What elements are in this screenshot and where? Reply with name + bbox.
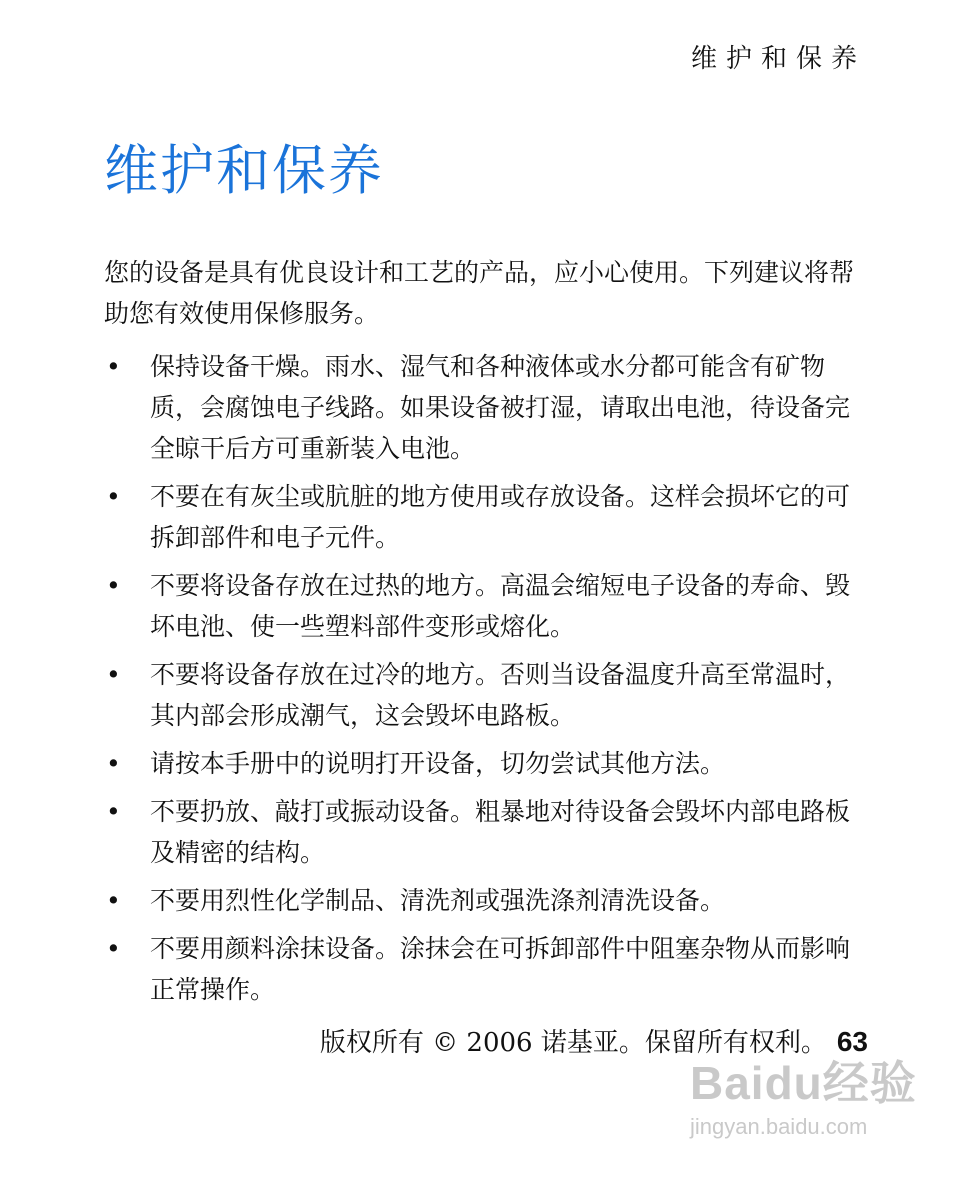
bullet-icon: • (106, 886, 121, 915)
bullet-icon: • (106, 660, 121, 689)
bullet-text: 保持设备干燥。雨水、湿气和各种液体或水分都可能含有矿物质，会腐蚀电子线路。如果设备被打湿，请取出电池，待设备完全晾干后方可重新装入电池。 (150, 352, 851, 463)
intro-paragraph: 您的设备是具有优良设计和工艺的产品，应小心使用。下列建议将帮助您有效使用保修服务。 (104, 258, 855, 328)
bullet-text: 不要用颜料涂抹设备。涂抹会在可拆卸部件中阻塞杂物从而影响正常操作。 (150, 934, 851, 1004)
bullet-item (104, 476, 864, 558)
bullet-text: 不要将设备存放在过热的地方。高温会缩短电子设备的寿命、毁坏电池、使一些塑料部件变形或熔化。 (150, 571, 851, 641)
watermark-url: jingyan.baidu.com (690, 1114, 868, 1139)
page-title: 维护和保养 (104, 139, 384, 202)
bullet-icon: • (106, 571, 121, 600)
baidu-logo: Baidu经验 (690, 1057, 917, 1109)
bullet-item (104, 791, 864, 873)
page-number: 63 (836, 1026, 868, 1057)
bullet-text: 不要用烈性化学制品、清洗剂或强洗涤剂清洗设备。 (150, 886, 726, 915)
page-footer (320, 1022, 868, 1059)
bullet-item (104, 928, 864, 1010)
bullet-item (104, 654, 864, 736)
bullet-icon: • (106, 749, 121, 778)
bullet-text: 不要在有灰尘或肮脏的地方使用或存放设备。这样会损坏它的可拆卸部件和电子元件。 (150, 482, 851, 552)
bullet-item (104, 565, 864, 647)
bullet-text: 请按本手册中的说明打开设备，切勿尝试其他方法。 (150, 749, 726, 778)
bullet-icon: • (106, 482, 121, 511)
baidu-watermark (690, 1058, 930, 1168)
care-bullet-list (104, 346, 864, 1010)
bullet-text: 不要将设备存放在过冷的地方。否则当设备温度升高至常温时，其内部会形成潮气，这会毁坏电路板。 (150, 660, 851, 730)
bullet-item (104, 880, 864, 921)
bullet-icon: • (106, 934, 121, 963)
copyright-text: 版权所有 © 2006 诺基亚。保留所有权利。 (319, 1028, 827, 1058)
running-header: 维护和保养 (690, 44, 866, 74)
bullet-icon: • (106, 352, 121, 381)
bullet-icon: • (106, 797, 121, 826)
bullet-text: 不要扔放、敲打或振动设备。粗暴地对待设备会毁坏内部电路板及精密的结构。 (150, 797, 851, 867)
bullet-item (104, 743, 864, 784)
bullet-item (104, 346, 864, 469)
content-body (104, 252, 864, 1017)
